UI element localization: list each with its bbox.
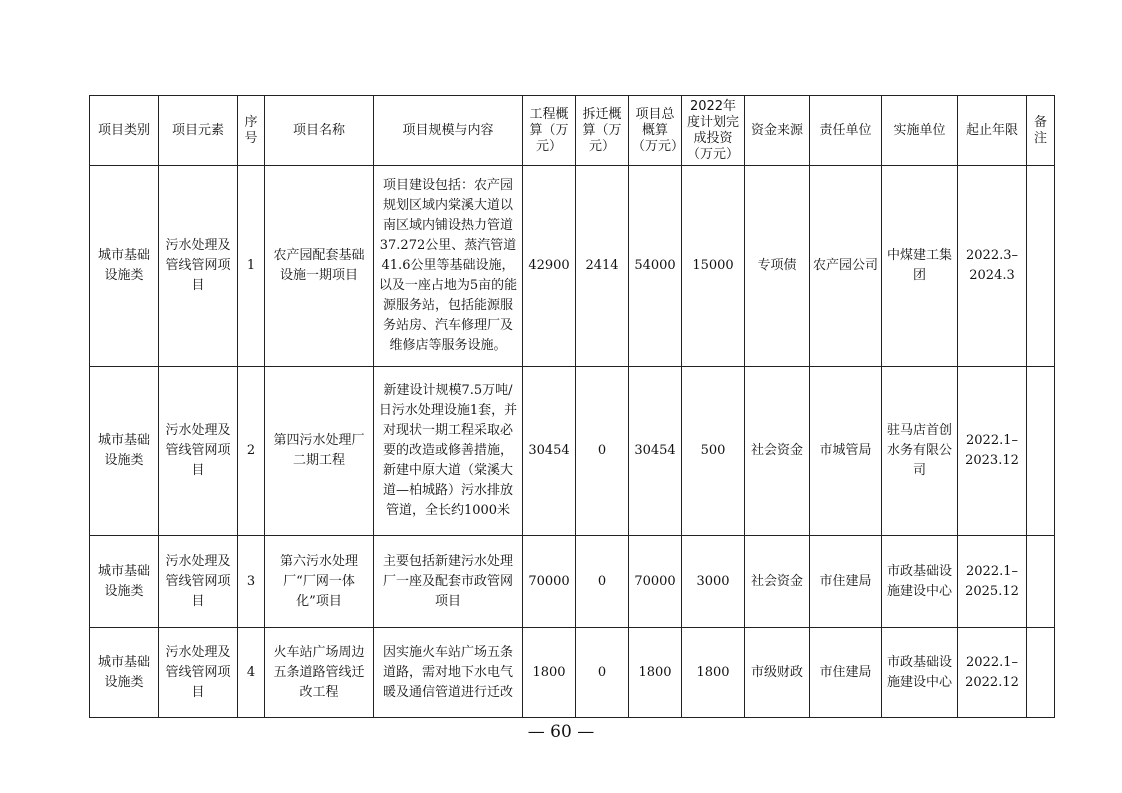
cell-remark — [1027, 367, 1055, 536]
cell-seq: 4 — [238, 628, 265, 718]
cell-plan-2022: 15000 — [682, 166, 745, 367]
cell-scope: 因实施火车站广场五条道路，需对地下水电气暖及通信管道进行迁改 — [374, 628, 523, 718]
project-table — [89, 95, 1055, 718]
cell-scope: 新建设计规模7.5万吨/日污水处理设施1套，并对现状一期工程采取必要的改造或修善措施，新建中原大道（棠溪大道—柏城路）污水排放管道，全长约1000米 — [374, 367, 523, 536]
cell-resp-unit: 农产园公司 — [810, 166, 882, 367]
cell-total-est: 70000 — [629, 536, 682, 628]
table-row — [90, 536, 1055, 628]
cell-name: 第四污水处理厂二期工程 — [265, 367, 374, 536]
header-element: 项目元素 — [159, 96, 238, 166]
cell-funding: 市级财政 — [745, 628, 810, 718]
cell-eng-est: 30454 — [523, 367, 576, 536]
cell-total-est: 30454 — [629, 367, 682, 536]
header-name: 项目名称 — [265, 96, 374, 166]
cell-eng-est: 70000 — [523, 536, 576, 628]
header-plan-2022: 2022年度计划完成投资（万元） — [682, 96, 745, 166]
cell-scope: 主要包括新建污水处理厂一座及配套市政管网项目 — [374, 536, 523, 628]
cell-name: 火车站广场周边五条道路管线迁改工程 — [265, 628, 374, 718]
cell-seq: 3 — [238, 536, 265, 628]
cell-funding: 社会资金 — [745, 536, 810, 628]
table-row — [90, 166, 1055, 367]
cell-category: 城市基础设施类 — [90, 367, 159, 536]
cell-remark — [1027, 536, 1055, 628]
cell-plan-2022: 3000 — [682, 536, 745, 628]
header-seq: 序号 — [238, 96, 265, 166]
cell-period: 2022.1–2023.12 — [958, 367, 1027, 536]
cell-category: 城市基础设施类 — [90, 536, 159, 628]
header-category: 项目类别 — [90, 96, 159, 166]
cell-element: 污水处理及管线管网项目 — [159, 367, 238, 536]
cell-resp-unit: 市城管局 — [810, 367, 882, 536]
cell-category: 城市基础设施类 — [90, 166, 159, 367]
cell-impl-unit: 驻马店首创水务有限公司 — [882, 367, 958, 536]
cell-demo-est: 0 — [576, 536, 629, 628]
header-eng-est: 工程概算（万元） — [523, 96, 576, 166]
cell-remark — [1027, 628, 1055, 718]
cell-seq: 1 — [238, 166, 265, 367]
cell-element: 污水处理及管线管网项目 — [159, 628, 238, 718]
cell-resp-unit: 市住建局 — [810, 536, 882, 628]
cell-resp-unit: 市住建局 — [810, 628, 882, 718]
cell-total-est: 1800 — [629, 628, 682, 718]
cell-demo-est: 2414 — [576, 166, 629, 367]
cell-element: 污水处理及管线管网项目 — [159, 166, 238, 367]
cell-scope: 项目建设包括：农产园规划区域内棠溪大道以南区域内铺设热力管道37.272公里、蒸汽管道41.6公里等基础设施，以及一座占地为5亩的能源服务站，包括能源服务站房、汽车修理厂及维修店等服务设施。 — [374, 166, 523, 367]
cell-impl-unit: 市政基础设施建设中心 — [882, 628, 958, 718]
cell-eng-est: 42900 — [523, 166, 576, 367]
cell-plan-2022: 1800 — [682, 628, 745, 718]
table-row — [90, 628, 1055, 718]
cell-total-est: 54000 — [629, 166, 682, 367]
cell-period: 2022.3–2024.3 — [958, 166, 1027, 367]
header-remark: 备注 — [1027, 96, 1055, 166]
page-number: — 60 — — [527, 722, 595, 742]
cell-plan-2022: 500 — [682, 367, 745, 536]
header-impl-unit: 实施单位 — [882, 96, 958, 166]
header-resp-unit: 责任单位 — [810, 96, 882, 166]
header-demo-est: 拆迁概算（万元） — [576, 96, 629, 166]
cell-eng-est: 1800 — [523, 628, 576, 718]
cell-period: 2022.1–2025.12 — [958, 536, 1027, 628]
cell-demo-est: 0 — [576, 628, 629, 718]
cell-demo-est: 0 — [576, 367, 629, 536]
cell-name: 第六污水处理厂“厂网一体化”项目 — [265, 536, 374, 628]
cell-name: 农产园配套基础设施一期项目 — [265, 166, 374, 367]
cell-element: 污水处理及管线管网项目 — [159, 536, 238, 628]
cell-remark — [1027, 166, 1055, 367]
cell-impl-unit: 市政基础设施建设中心 — [882, 536, 958, 628]
cell-impl-unit: 中煤建工集团 — [882, 166, 958, 367]
header-funding: 资金来源 — [745, 96, 810, 166]
cell-category: 城市基础设施类 — [90, 628, 159, 718]
cell-funding: 专项债 — [745, 166, 810, 367]
cell-funding: 社会资金 — [745, 367, 810, 536]
cell-seq: 2 — [238, 367, 265, 536]
header-scope: 项目规模与内容 — [374, 96, 523, 166]
table-row — [90, 367, 1055, 536]
table-header-row — [90, 96, 1055, 166]
header-period: 起止年限 — [958, 96, 1027, 166]
header-total-est: 项目总概算（万元） — [629, 96, 682, 166]
cell-period: 2022.1–2022.12 — [958, 628, 1027, 718]
